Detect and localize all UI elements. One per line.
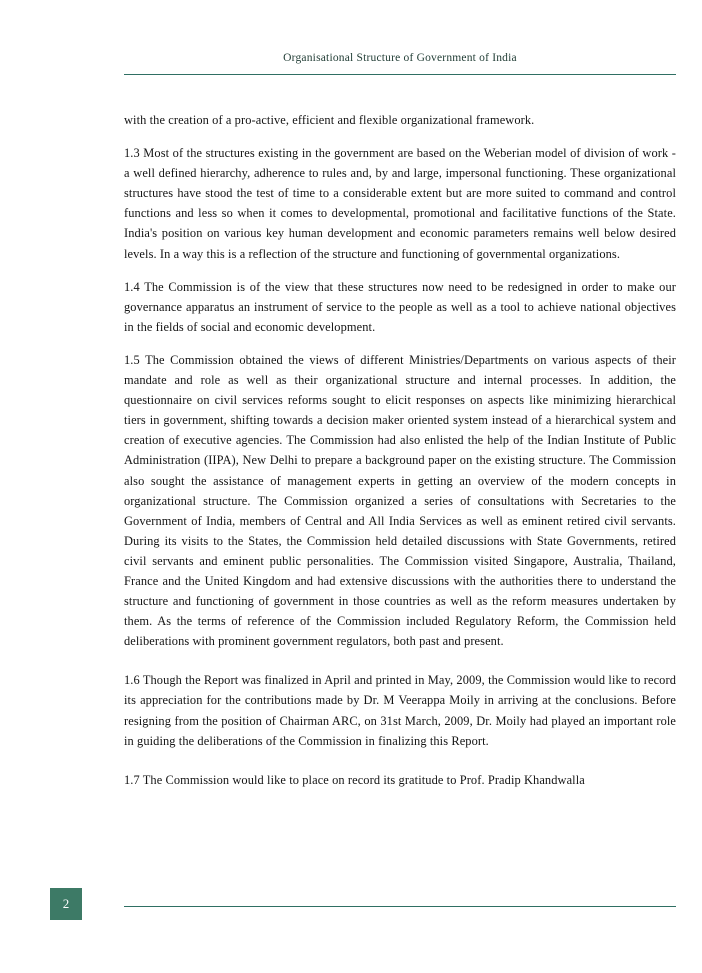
paragraph-intro: with the creation of a pro-active, efficient and flexible organizational framework. [124,113,535,127]
header-title: Organisational Structure of Government of India [283,52,517,64]
paragraph-1-6: 1.6 Though the Report was finalized in April and printed in May, 2009, the Commission would like to record its appreciation for the contributions made by Dr. M Veerappa Moily in arriving at the conclusions. Before resigning from the position of Chairman ARC, on 31st March, 2009, Dr. Moily had played an important role in guiding the deliberations of the Commission in finalizing this Report. [124,673,676,748]
paragraph-1-4: 1.4 The Commission is of the view that these structures now need to be redesigned in order to make our governance apparatus an instrument of service to the people as well as a tool to achieve national objectives in the fields of social and economic development. [124,279,676,334]
paragraph-1-7: 1.7 The Commission would like to place on record its gratitude to Prof. Pradip Khandwalla [124,772,585,787]
page-body [124,110,676,790]
footer-divider [124,906,676,907]
header-divider [124,74,676,75]
paragraph-1-5: 1.5 The Commission obtained the views of different Ministries/Departments on various aspects of their mandate and role as well as their organizational structure and internal processes. In addition, the questionnaire on civil services reforms sought to elicit responses on aspects like minimizing hierarchical tiers in government, shifting towards a decision maker oriented system instead of a hierarchical system and creation of executive agencies. The Commission had also enlisted the help of the Indian Institute of Public Administration (IIPA), New Delhi to prepare a background paper on the existing structure. The Commission also sought the assistance of management experts in getting an overview of the modern concepts in organizational structure. The Commission organized a series of consultations with Secretaries to the Government of India, members of Central and All India Services as well as eminent retired civil servants. During its visits to the States, the Commission held detailed discussions with State Governments, retired civil servants and eminent public personalities. The Commission visited Singapore, Australia, Thailand, France and the United Kingdom and had extensive discussions with the authorities there to understand the structure and functioning of government in those countries as well as the reform measures undertaken by them. As the terms of reference of the Commission included Regulatory Reform, the Commission held deliberations with prominent government regulators, both past and present. [124,352,676,649]
page-number-badge: 2 [50,888,82,920]
page-header [124,52,676,64]
paragraph-1-3: 1.3 Most of the structures existing in the government are based on the Weberian model of division of work - a well defined hierarchy, adherence to rules and, by and large, impersonal functioning. These organizational structures have stood the test of time to a considerable extent but are more suited to command and control functions and less so when it comes to developmental, promotional and facilitative functions of the State. India's position on various key human development and economic parameters remains well below desired levels. In a way this is a reflection of the structure and functioning of governmental organizations. [124,146,676,261]
